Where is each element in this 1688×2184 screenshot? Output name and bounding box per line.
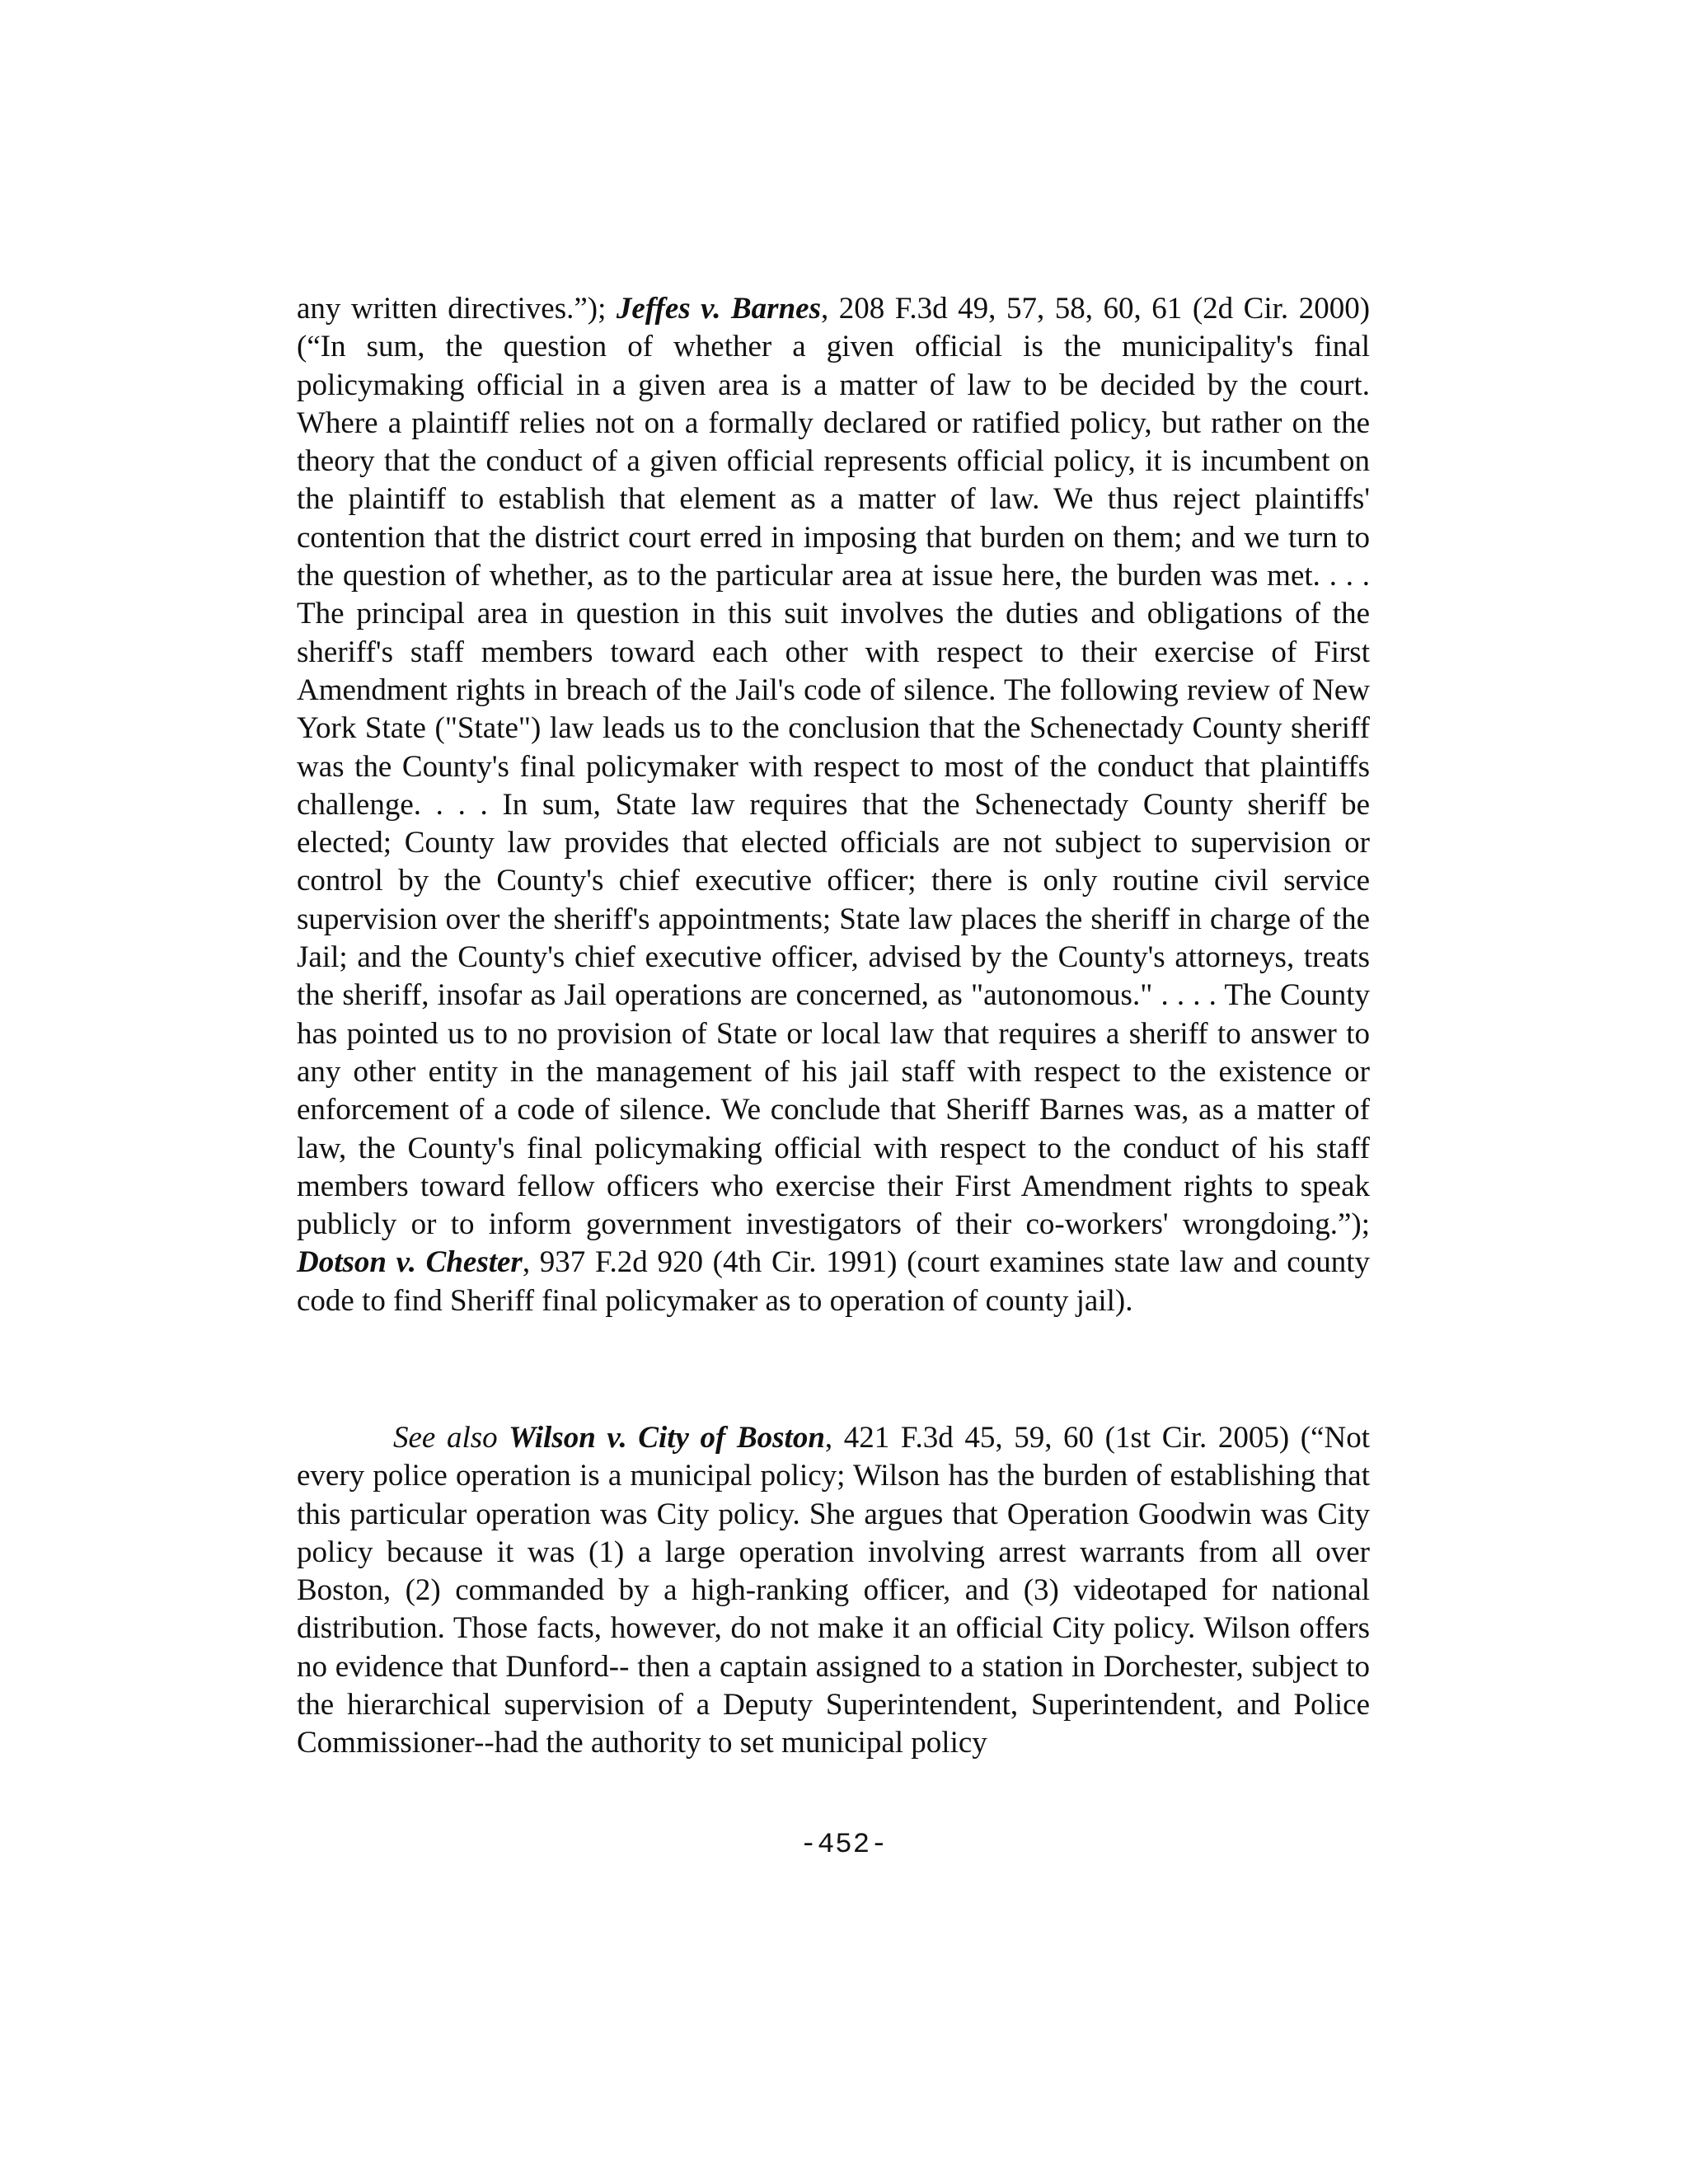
- paragraph-opening-text: any written directives.”);: [297, 292, 617, 326]
- case-name-jeffes-v-barnes: Jeffes v. Barnes: [616, 292, 821, 326]
- citation-text: , 208 F.3d 49, 57, 58, 60, 61 (2d Cir. 2000) (“In sum, the question of whether a given official is the municipality's final policymaking official in a given area is a matter of law to be decided by the court. Where a plaintiff relies not on a formally declared or ratified policy, but rather on the theory that the conduct of a given official represents official policy, it is incumbent on the plaintiff to establish that element as a matter of law. We thus reject plaintiffs' contention that the district court erred in imposing that burden on them; and we turn to the question of whether, as to the particular area at issue here, the burden was met. . . . The principal area in question in this suit involves the duties and obligations of the sheriff's staff members toward each other with respect to their exercise of First Amendment rights in breach of the Jail's code of silence. The following review of New York State ("State") law leads us to the conclusion that the Schenectady County sheriff was the County's final policymaker with respect to most of the conduct that plaintiffs challenge. . . . In sum, State law requires that the Schenectady County sheriff be elected; County law provides that elected officials are not subject to supervision or control by the County's chief executive officer; there is only routine civil service supervision over the sheriff's appointments; State law places the sheriff in charge of the Jail; and the County's chief executive officer, advised by the County's attorneys, treats the sheriff, insofar as Jail operations are concerned, as "autonomous." . . . . The County has pointed us to no provision of State or local law that requires a sheriff to answer to any other entity in the management of his jail staff with respect to the existence or enforcement of a code of silence. We conclude that Sheriff Barnes was, as a matter of law, the County's final policymaking official with respect to the conduct of his staff members toward fellow officers who exercise their First Amendment rights to speak publicly or to inform government investigators of their co-workers' wrongdoing.”);: [297, 292, 1371, 1242]
- body-paragraph: [297, 1419, 1370, 1763]
- page-number: -452-: [799, 1830, 889, 1861]
- citation-signal: See also: [393, 1421, 498, 1455]
- citation-text: , 421 F.3d 45, 59, 60 (1st Cir. 2005) (“Not every police operation is a municipal policy; Wilson has the burden of establishing that this particular operation was City policy. She argues that Operation Goodwin was City policy because it was (1) a large operation involving arrest warrants from all over Boston, (2) commanded by a high-ranking officer, and (3) videotaped for national distribution. Those facts, however, do not make it an official City policy. Wilson offers no evidence that Dunford-- then a captain assigned to a station in Dorchester, subject to the hierarchical supervision of a Deputy Superintendent, Superintendent, and Police Commissioner--had the authority to set municipal policy: [297, 1421, 1370, 1760]
- case-name-wilson-v-city-of-boston: Wilson v. City of Boston: [509, 1421, 825, 1455]
- citation-text: , 937 F.2d 920 (4th Cir. 1991) (court examines state law and county code to find Sheriff final policymaker as to operation of county jail).: [297, 1245, 1370, 1318]
- case-name-dotson-v-chester: Dotson v. Chester: [297, 1245, 523, 1280]
- body-paragraph: [297, 290, 1370, 1320]
